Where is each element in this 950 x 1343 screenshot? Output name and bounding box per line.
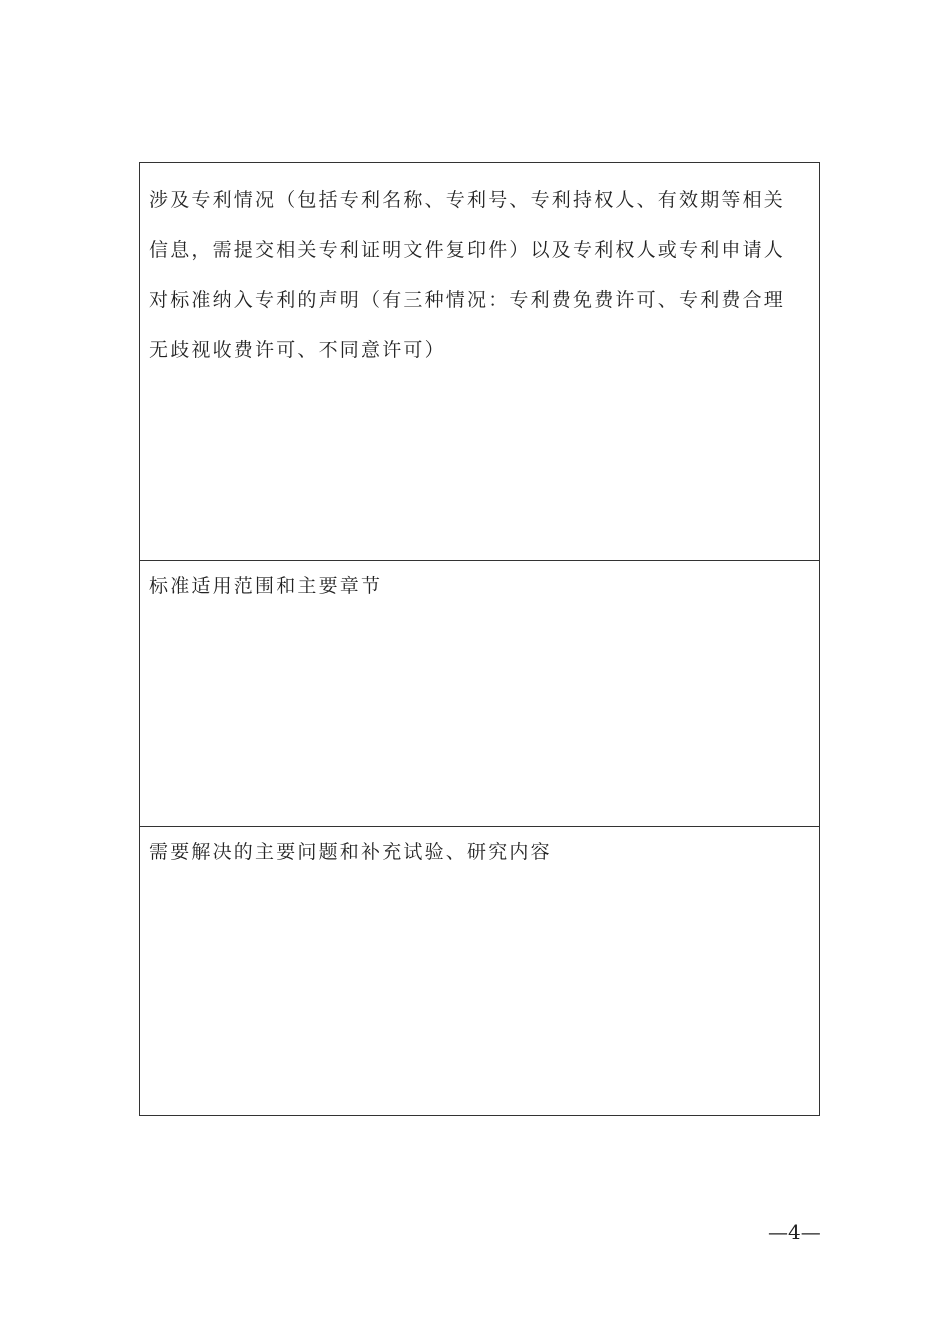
issues-label: 需要解决的主要问题和补充试验、研究内容: [149, 841, 552, 863]
issues-row: [140, 827, 819, 1117]
scope-label: 标准适用范围和主要章节: [149, 575, 383, 597]
application-form-table: [139, 162, 820, 1116]
patent-info-line-1: 涉及专利情况（包括专利名称、专利号、专利持权人、有效期等相关: [149, 189, 786, 211]
patent-info-row: [140, 163, 819, 561]
page-number: —4—: [768, 1220, 821, 1244]
patent-info-label: [149, 175, 815, 375]
patent-info-line-2: 信息，需提交相关专利证明文件复印件）以及专利权人或专利申请人: [149, 239, 786, 261]
scope-row: [140, 561, 819, 827]
patent-info-line-4: 无歧视收费许可、不同意许可）: [149, 339, 446, 361]
patent-info-line-3: 对标准纳入专利的声明（有三种情况：专利费免费许可、专利费合理: [149, 289, 786, 311]
